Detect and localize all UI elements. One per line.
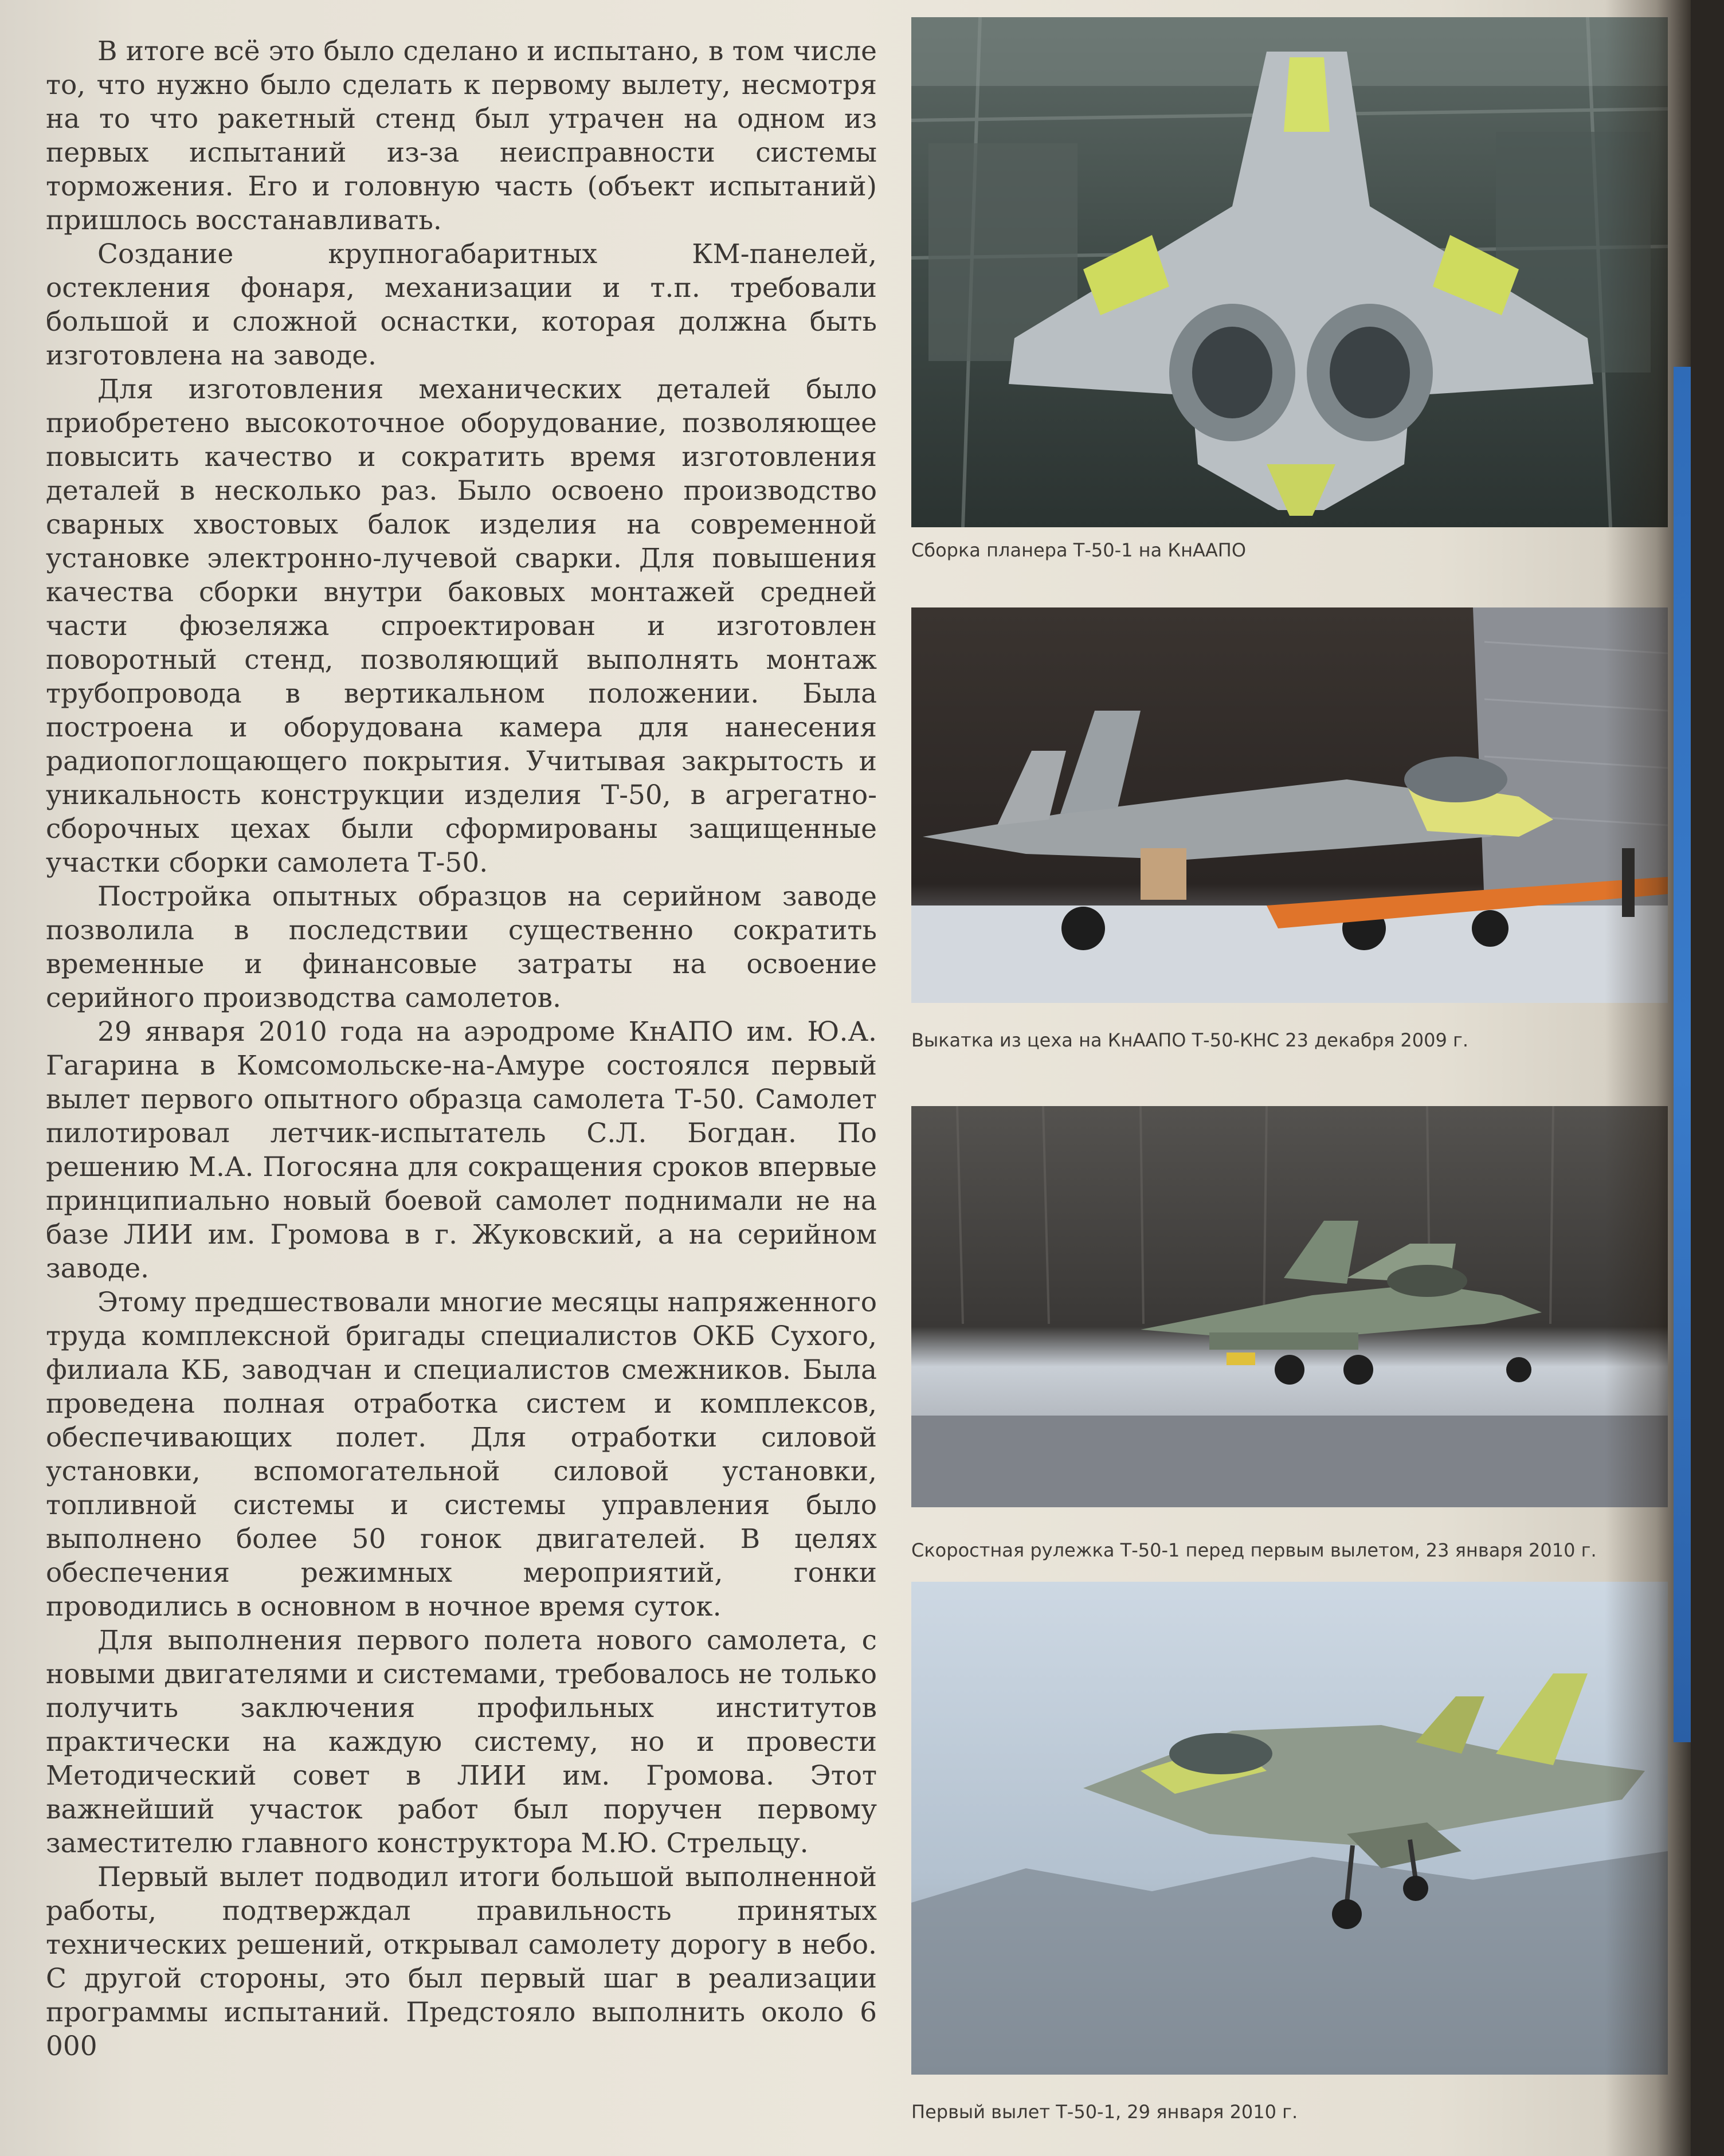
photo-rollout (911, 607, 1668, 1003)
next-page-edge (1674, 367, 1691, 1742)
paragraph: Первый вылет подводил итоги большой выполненной работы, подтверждал правильность принятых технических решений, открывал самолету дорогу в небо. С другой стороны, это был первый шаг в реализации программы испытаний. Предстояло выполнить около 6 000 (46, 1861, 877, 2062)
photo-airframe-assembly (911, 17, 1668, 527)
paragraph: Для изготовления механических деталей было приобретено высокоточное оборудование, позволяющее повысить качество и сократить время изготовления деталей в несколько раз. Было освоено производство сварных хвостовых балок изделия на современной установке электронно-лучевой сварки. Для повышения качества сборки внутри баковых монтажей средней части фюзеляжа спроектирован и изготовлен поворотный стенд, позволяющий выполнять монтаж трубопровода в вертикальном положении. Была построена и оборудована камера для нанесения радиопоглощающего покрытия. Учитывая закрытость и уникальность конструкции изделия Т-50, в агрегатно-сборочных цехах были сформированы защищенные участки сборки самолета Т-50. (46, 374, 877, 879)
photo-caption: Сборка планера Т-50-1 на КнААПО (911, 539, 1247, 561)
photo-first-flight (911, 1582, 1668, 2075)
photo-caption: Выкатка из цеха на КнААПО Т-50-КНС 23 декабря 2009 г. (911, 1029, 1468, 1051)
photo-caption: Скоростная рулежка Т-50-1 перед первым вылетом, 23 января 2010 г. (911, 1539, 1597, 1561)
paragraph: 29 января 2010 года на аэродроме КнАПО им. Ю.А. Гагарина в Комсомольске-на-Амуре состоялся первый вылет первого опытного образца самолета Т-50. Самолет пилотировал летчик-испытатель С.Л. Богдан. По решению М.А. Погосяна для сокращения сроков впервые принципиально новый боевой самолет поднимали не на базе ЛИИ им. Громова в г. Жуковский, а на серийном заводе. (46, 1016, 877, 1284)
photo-caption: Первый вылет Т-50-1, 29 января 2010 г. (911, 2101, 1298, 2123)
paragraph: Этому предшествовали многие месяцы напряженного труда комплексной бригады специалистов ОКБ Сухого, филиала КБ, заводчан и специалистов смежников. Была проведена полная отработка систем и комплексов, обеспечивающих полет. Для отработки силовой установки, вспомогательной силовой установки, топливной системы и системы управления было выполнено более 50 гонок двигателей. В целях обеспечения режимных мероприятий, гонки проводились в основном в ночное время суток. (46, 1287, 877, 1622)
paragraph: Для выполнения первого полета нового самолета, с новыми двигателями и системами, требовалось не только получить заключения профильных институтов практически на каждую систему, но и провести Методический совет в ЛИИ им. Громова. Этот важнейший участок работ был поручен первому заместителю главного конструктора М.Ю. Стрельцу. (46, 1625, 877, 1859)
photo-high-speed-taxi (911, 1106, 1668, 1507)
main-text-column (46, 34, 877, 2075)
paragraph: В итоге всё это было сделано и испытано, в том числе то, что нужно было сделать к первому вылету, несмотря на то что ракетный стенд был утрачен на одном из первых испытаний из-за неисправности системы торможения. Его и головную часть (объект испытаний) пришлось восстанавливать. (46, 36, 877, 236)
paragraph: Постройка опытных образцов на серийном заводе позволила в последствии существенно сократить временные и финансовые затраты на освоение серийного производства самолетов. (46, 881, 877, 1014)
paragraph: Создание крупногабаритных КМ-панелей, остекления фонаря, механизации и т.п. требовали большой и сложной оснастки, которая должна быть изготовлена на заводе. (46, 238, 877, 371)
